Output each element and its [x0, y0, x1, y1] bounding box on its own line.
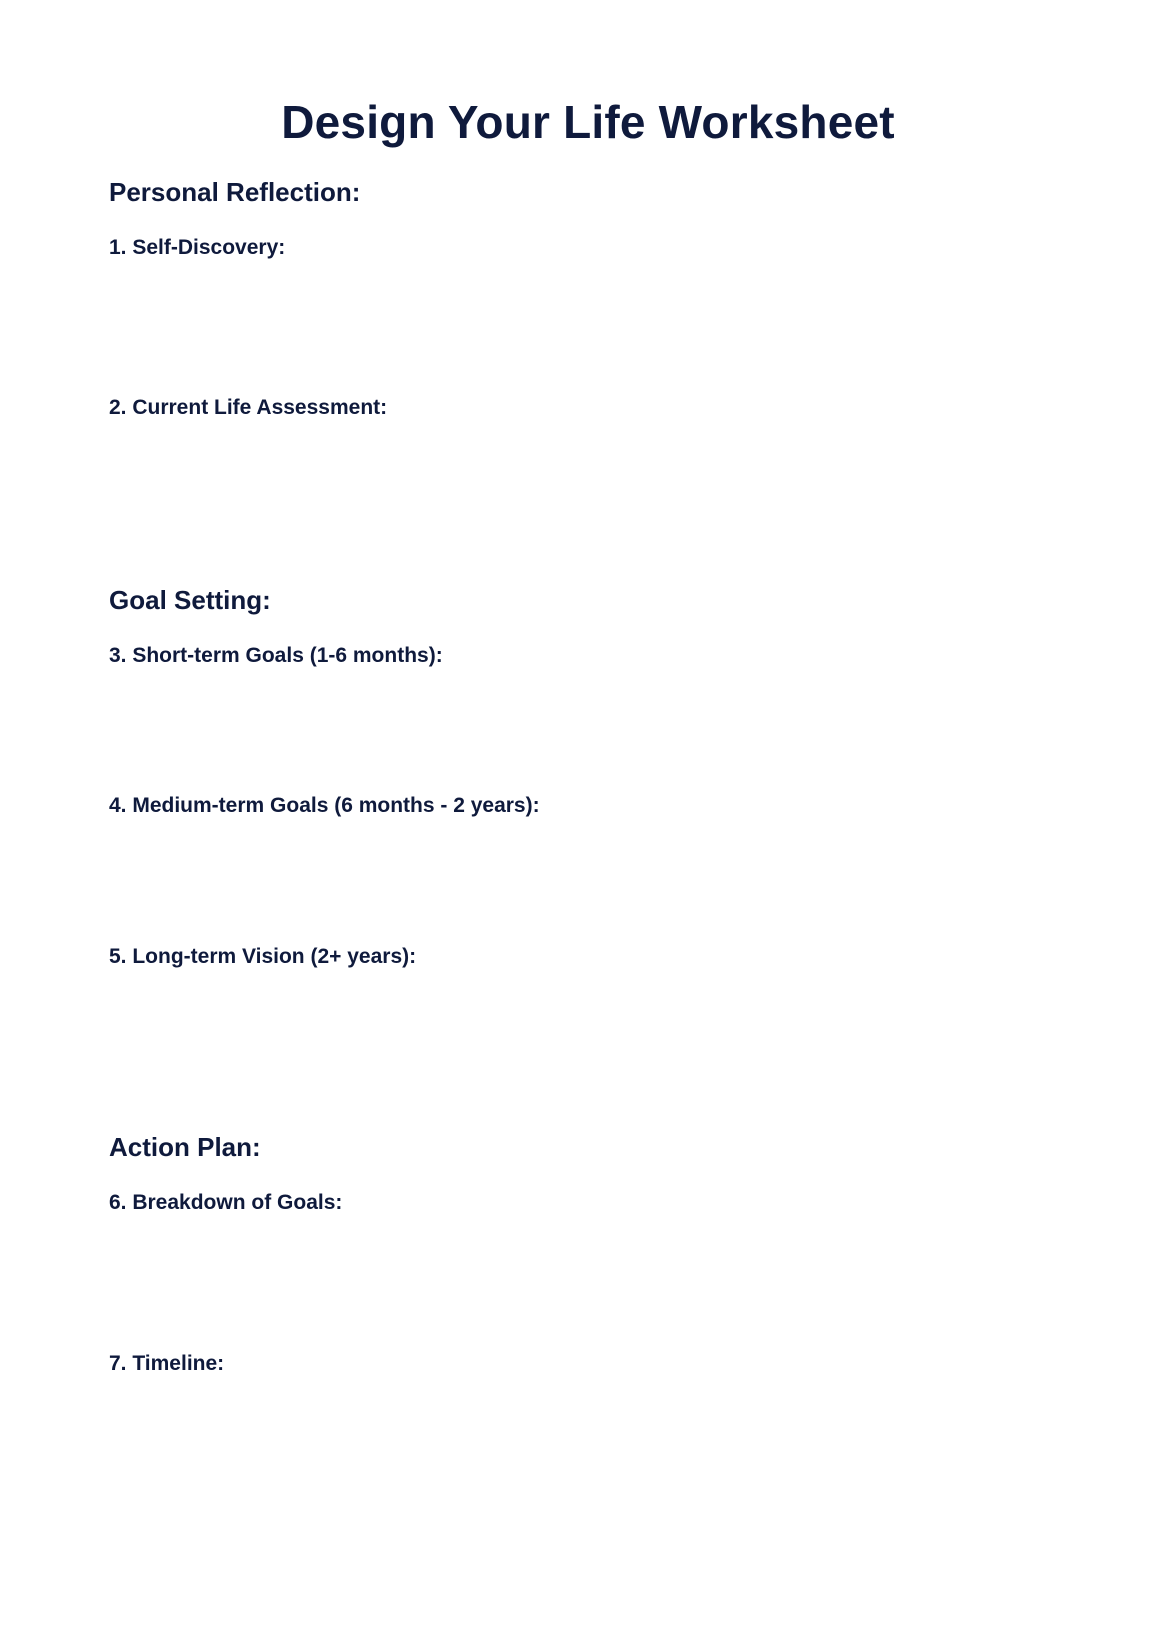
question-medium-term-goals: 4. Medium-term Goals (6 months - 2 years): — [109, 794, 540, 817]
question-breakdown-of-goals: 6. Breakdown of Goals: — [109, 1191, 343, 1214]
section-heading-personal-reflection: Personal Reflection: — [109, 177, 361, 207]
question-long-term-vision: 5. Long-term Vision (2+ years): — [109, 945, 417, 968]
answer-area-long-term-vision[interactable] — [109, 977, 1067, 1127]
question-timeline: 7. Timeline: — [109, 1352, 225, 1375]
answer-area-short-term-goals[interactable] — [109, 676, 1067, 786]
answer-area-timeline[interactable] — [109, 1384, 1067, 1584]
answer-area-current-life-assessment[interactable] — [109, 428, 1067, 578]
question-current-life-assessment: 2. Current Life Assessment: — [109, 396, 388, 419]
section-heading-action-plan: Action Plan: — [109, 1132, 261, 1162]
answer-area-self-discovery[interactable] — [109, 268, 1067, 388]
page-title: Design Your Life Worksheet — [281, 96, 895, 148]
question-short-term-goals: 3. Short-term Goals (1-6 months): — [109, 644, 443, 667]
answer-area-breakdown-of-goals[interactable] — [109, 1223, 1067, 1343]
answer-area-medium-term-goals[interactable] — [109, 826, 1067, 936]
question-self-discovery: 1. Self-Discovery: — [109, 236, 286, 259]
section-heading-goal-setting: Goal Setting: — [109, 585, 271, 615]
